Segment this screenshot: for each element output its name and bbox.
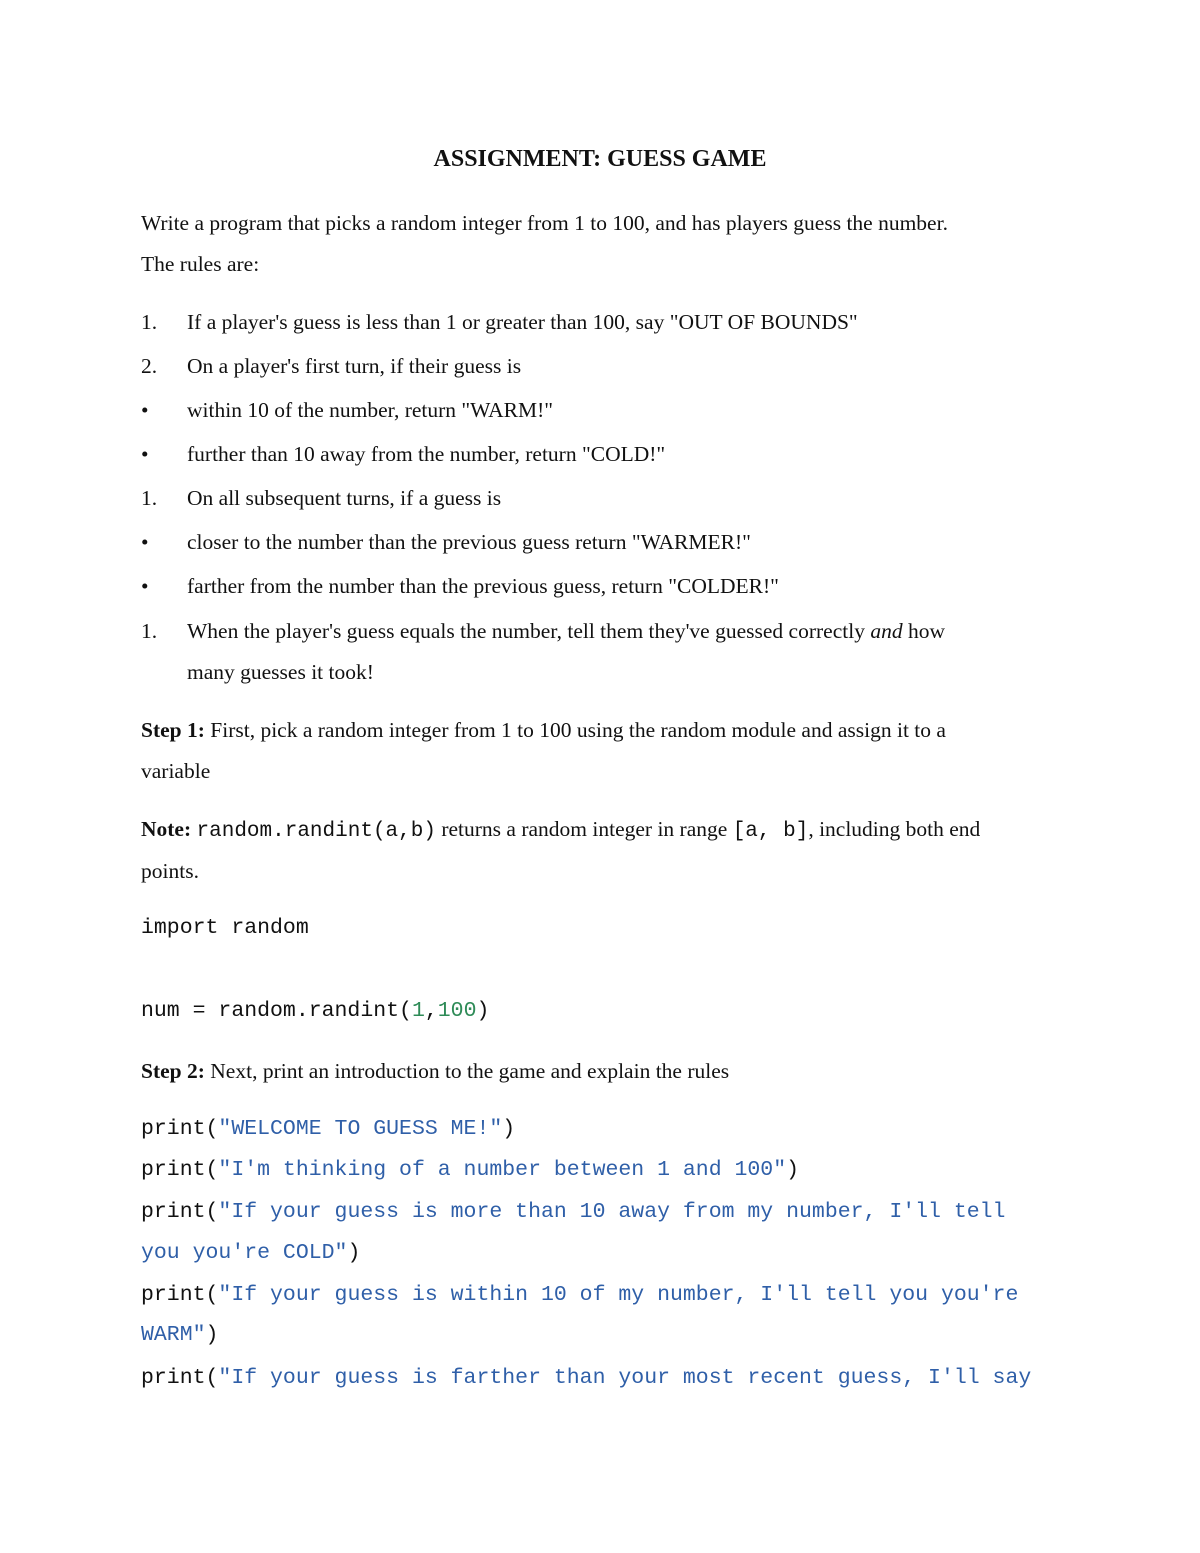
code-function: print(	[141, 1117, 219, 1141]
list-marker: 1.	[141, 310, 158, 334]
code-number: 1	[411, 999, 425, 1023]
code-string: "If your guess is farther than your most recent guess, I'll say	[218, 1366, 1032, 1390]
code-text: num = random.randint(	[141, 999, 412, 1023]
code-function: print(	[141, 1366, 219, 1390]
list-item-text: how	[902, 619, 945, 643]
code-line	[141, 1280, 1018, 1310]
list-item	[187, 616, 945, 646]
intro-line-1: Write a program that picks a random integer from 1 to 100, and has players guess the number.	[141, 211, 948, 235]
list-item: within 10 of the number, return "WARM!"	[187, 398, 554, 422]
code-line	[141, 1114, 515, 1144]
code-line: import random	[141, 916, 309, 940]
bullet-marker: •	[141, 574, 149, 598]
code-text: )	[502, 1117, 516, 1141]
code-line	[141, 1238, 360, 1268]
list-item: If a player's guess is less than 1 or greater than 100, say "OUT OF BOUNDS"	[187, 310, 858, 334]
step-label: Step 1:	[141, 718, 205, 742]
list-item-continuation: many guesses it took!	[187, 660, 374, 684]
note-continuation: points.	[141, 859, 199, 883]
code-string: WARM"	[141, 1323, 206, 1347]
intro-line-2: The rules are:	[141, 252, 260, 276]
code-line	[141, 1320, 218, 1350]
code-line	[141, 1363, 1031, 1393]
note-label: Note:	[141, 817, 192, 841]
list-item: closer to the number than the previous guess return "WARMER!"	[187, 530, 751, 554]
step-text: Next, print an introduction to the game and explain the rules	[204, 1059, 730, 1083]
code-function: print(	[141, 1200, 219, 1224]
bullet-marker: •	[141, 530, 149, 554]
code-string: "I'm thinking of a number between 1 and 100"	[218, 1158, 787, 1182]
bullet-marker: •	[141, 442, 149, 466]
step-label: Step 2:	[141, 1059, 205, 1083]
bullet-marker: •	[141, 398, 149, 422]
step-1-paragraph	[141, 715, 946, 745]
code-function: print(	[141, 1158, 219, 1182]
code-function: print(	[141, 1283, 219, 1307]
code-string: "If your guess is more than 10 away from my number, I'll tell	[218, 1200, 1006, 1224]
list-item: further than 10 away from the number, return "COLD!"	[187, 442, 666, 466]
code-text: )	[786, 1158, 800, 1182]
code-text: )	[347, 1241, 361, 1265]
note-paragraph	[141, 814, 980, 847]
code-string: you you're COLD"	[141, 1241, 348, 1265]
list-marker: 1.	[141, 486, 158, 510]
step-text: First, pick a random integer from 1 to 100 using the random module and assign it to a	[204, 718, 946, 742]
page-title: ASSIGNMENT: GUESS GAME	[433, 146, 767, 172]
code-line	[141, 1155, 799, 1185]
code-text: ,	[424, 999, 438, 1023]
list-item: On a player's first turn, if their guess is	[187, 354, 522, 378]
code-line	[141, 1197, 1005, 1227]
list-marker: 1.	[141, 619, 158, 643]
note-text: , including both end	[808, 817, 981, 841]
code-string: "If your guess is within 10 of my number, I'll tell you you're	[218, 1283, 1019, 1307]
list-item: On all subsequent turns, if a guess is	[187, 486, 502, 510]
code-string: "WELCOME TO GUESS ME!"	[218, 1117, 503, 1141]
list-item-text: When the player's guess equals the number, tell them they've guessed correctly	[187, 619, 871, 643]
inline-code: random.randint(a,b)	[196, 820, 436, 843]
emphasis-text: and	[870, 619, 903, 643]
inline-code: [a, b]	[732, 820, 809, 843]
code-number: 100	[437, 999, 477, 1023]
note-text: returns a random integer in range	[435, 817, 733, 841]
step-2-paragraph	[141, 1056, 729, 1086]
step-1-continuation: variable	[141, 759, 211, 783]
code-line	[141, 996, 489, 1026]
code-text: )	[476, 999, 490, 1023]
list-marker: 2.	[141, 354, 158, 378]
list-item: farther from the number than the previous guess, return "COLDER!"	[187, 574, 779, 598]
code-text: )	[205, 1323, 219, 1347]
